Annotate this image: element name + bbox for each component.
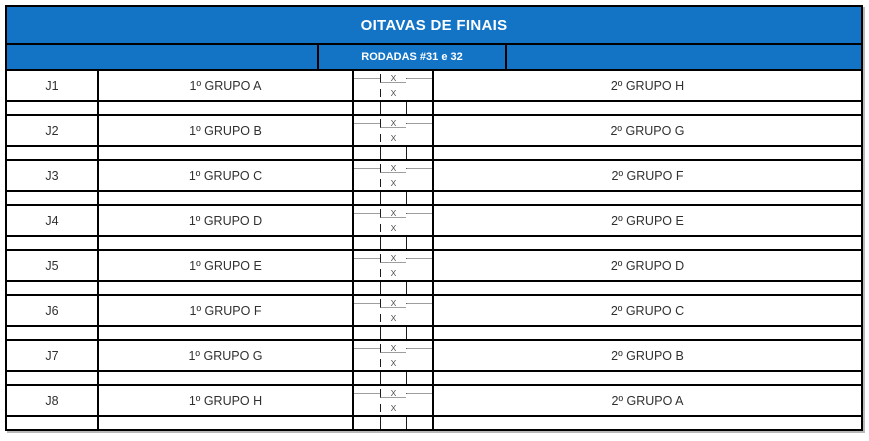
match-row-j7: [7, 341, 861, 370]
match-row-j1: [7, 71, 861, 100]
x-separator: X: [380, 359, 407, 368]
x-separator: X: [380, 134, 407, 143]
bracket-table: [5, 5, 863, 431]
x-separator: X: [380, 254, 407, 264]
home-team: 1º GRUPO H: [99, 386, 352, 415]
x-separator: X: [380, 299, 407, 309]
home-team: 1º GRUPO F: [99, 296, 352, 325]
away-score-cell-leg1[interactable]: [406, 168, 432, 169]
match-row-j3: [7, 161, 861, 190]
spacer-row: [7, 282, 861, 294]
match-row-j8: [7, 386, 861, 415]
score-section: [354, 161, 432, 190]
score-section: [354, 71, 432, 100]
x-separator: X: [380, 179, 407, 188]
score-section: [354, 206, 432, 235]
score-section: [354, 296, 432, 325]
match-id: J4: [7, 206, 97, 235]
x-separator: X: [380, 89, 407, 98]
match-id: J6: [7, 296, 97, 325]
spacer-row: [7, 417, 861, 429]
match-id: J2: [7, 116, 97, 145]
score-section: [354, 116, 432, 145]
home-team: 1º GRUPO E: [99, 251, 352, 280]
rounds-cell: [317, 45, 507, 69]
match-id: J3: [7, 161, 97, 190]
match-id: J8: [7, 386, 97, 415]
home-score-cell-leg1[interactable]: [354, 393, 380, 394]
home-score-cell-leg1[interactable]: [354, 78, 380, 79]
x-separator: X: [380, 389, 407, 399]
x-separator: X: [380, 74, 407, 84]
spacer-row: [7, 327, 861, 339]
score-section: [354, 341, 432, 370]
spacer-row: [7, 372, 861, 384]
away-team: 2º GRUPO E: [434, 206, 861, 235]
away-team: 2º GRUPO G: [434, 116, 861, 145]
page-title: OITAVAS DE FINAIS: [360, 16, 508, 34]
score-section: [354, 386, 432, 415]
home-score-cell-leg1[interactable]: [354, 303, 380, 304]
spacer-row: [7, 237, 861, 249]
match-row-j4: [7, 206, 861, 235]
x-separator: X: [380, 404, 407, 413]
subtitle-bar: [7, 45, 861, 69]
home-score-cell-leg1[interactable]: [354, 348, 380, 349]
home-team: 1º GRUPO C: [99, 161, 352, 190]
away-score-cell-leg1[interactable]: [406, 258, 432, 259]
home-team: 1º GRUPO B: [99, 116, 352, 145]
home-team: 1º GRUPO G: [99, 341, 352, 370]
match-id: J1: [7, 71, 97, 100]
match-row-j2: [7, 116, 861, 145]
away-team: 2º GRUPO H: [434, 71, 861, 100]
x-separator: X: [380, 209, 407, 219]
away-score-cell-leg1[interactable]: [406, 303, 432, 304]
x-separator: X: [380, 164, 407, 174]
home-team: 1º GRUPO A: [99, 71, 352, 100]
home-score-cell-leg1[interactable]: [354, 123, 380, 124]
away-team: 2º GRUPO F: [434, 161, 861, 190]
away-team: 2º GRUPO B: [434, 341, 861, 370]
x-separator: X: [380, 224, 407, 233]
title-bar: [7, 7, 861, 43]
match-id: J7: [7, 341, 97, 370]
home-score-cell-leg1[interactable]: [354, 213, 380, 214]
away-score-cell-leg1[interactable]: [406, 348, 432, 349]
match-row-j6: [7, 296, 861, 325]
match-id: J5: [7, 251, 97, 280]
home-team: 1º GRUPO D: [99, 206, 352, 235]
away-score-cell-leg1[interactable]: [406, 123, 432, 124]
away-score-cell-leg1[interactable]: [406, 393, 432, 394]
away-team: 2º GRUPO D: [434, 251, 861, 280]
away-score-cell-leg1[interactable]: [406, 213, 432, 214]
rounds-label: RODADAS #31 e 32: [361, 51, 463, 63]
score-section: [354, 251, 432, 280]
away-score-cell-leg1[interactable]: [406, 78, 432, 79]
away-team: 2º GRUPO A: [434, 386, 861, 415]
away-team: 2º GRUPO C: [434, 296, 861, 325]
match-row-j5: [7, 251, 861, 280]
x-separator: X: [380, 344, 407, 354]
spacer-row: [7, 192, 861, 204]
x-separator: X: [380, 269, 407, 278]
spacer-row: [7, 102, 861, 114]
home-score-cell-leg1[interactable]: [354, 168, 380, 169]
x-separator: X: [380, 119, 407, 129]
x-separator: X: [380, 314, 407, 323]
spacer-row: [7, 147, 861, 159]
home-score-cell-leg1[interactable]: [354, 258, 380, 259]
